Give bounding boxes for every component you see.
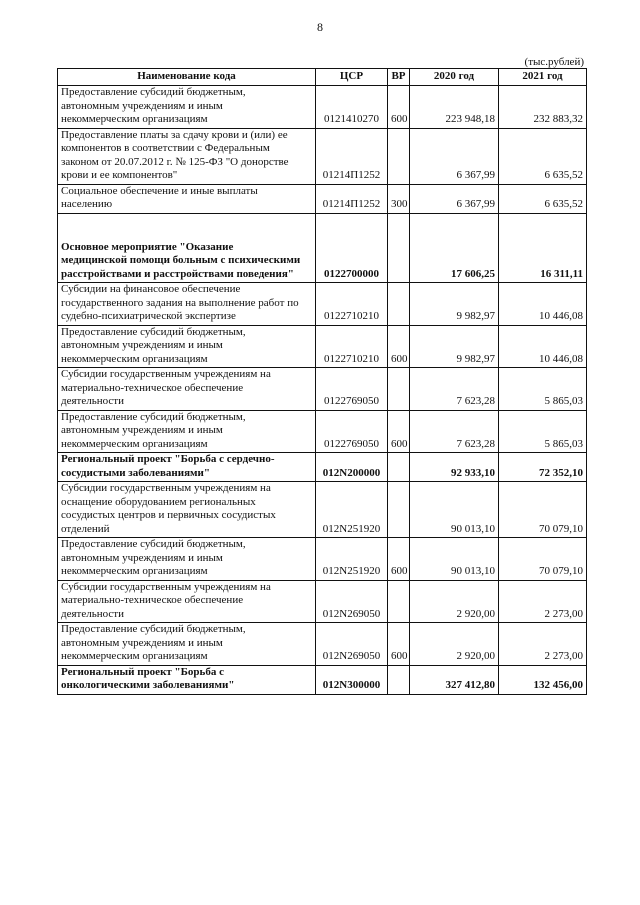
cell-vr [388, 482, 410, 538]
header-vr: ВР [388, 69, 410, 86]
table-row [58, 128, 587, 184]
table-body [58, 86, 587, 695]
table-row [58, 283, 587, 326]
table-header-row [58, 69, 587, 86]
cell-name: Региональный проект "Борьба с сердечно- сосудистыми заболеваниями" [58, 453, 316, 482]
cell-csr: 012N269050 [316, 623, 388, 666]
cell-vr [388, 368, 410, 411]
cell-2020: 2 920,00 [410, 623, 499, 666]
cell-2021: 10 446,08 [499, 283, 587, 326]
cell-vr: 300 [388, 184, 410, 213]
cell-2020: 7 623,28 [410, 368, 499, 411]
cell-2021: 10 446,08 [499, 325, 587, 368]
cell-2020: 9 982,97 [410, 325, 499, 368]
cell-2020: 7 623,28 [410, 410, 499, 453]
cell-2021: 2 273,00 [499, 580, 587, 623]
cell-csr: 0122700000 [316, 213, 388, 283]
cell-name: Предоставление субсидий бюджетным, автономным учреждениям и иным некоммерческим организациям [58, 410, 316, 453]
cell-vr: 600 [388, 410, 410, 453]
cell-name: Основное мероприятие "Оказание медицинской помощи больным с психическими расстройствами и расстройствами поведения" [58, 213, 316, 283]
cell-name: Предоставление субсидий бюджетным, автономным учреждениям и иным некоммерческим организациям [58, 325, 316, 368]
cell-vr [388, 283, 410, 326]
cell-name: Субсидии на финансовое обеспечение государственного задания на выполнение работ по судебно-психиатрической экспертизе [58, 283, 316, 326]
cell-csr: 012N251920 [316, 482, 388, 538]
table-row [58, 86, 587, 129]
cell-csr: 0122769050 [316, 368, 388, 411]
cell-2021: 16 311,11 [499, 213, 587, 283]
header-2021: 2021 год [499, 69, 587, 86]
cell-2021: 5 865,03 [499, 410, 587, 453]
table-row [58, 325, 587, 368]
cell-2020: 90 013,10 [410, 538, 499, 581]
cell-vr: 600 [388, 325, 410, 368]
header-csr: ЦСР [316, 69, 388, 86]
cell-csr: 0121410270 [316, 86, 388, 129]
table-row [58, 453, 587, 482]
cell-name: Субсидии государственным учреждениям на материально-техническое обеспечение деятельности [58, 580, 316, 623]
cell-vr [388, 580, 410, 623]
cell-2021: 70 079,10 [499, 538, 587, 581]
cell-2021: 232 883,32 [499, 86, 587, 129]
cell-2020: 6 367,99 [410, 184, 499, 213]
cell-2020: 327 412,80 [410, 665, 499, 694]
cell-csr: 01214П1252 [316, 128, 388, 184]
cell-vr [388, 665, 410, 694]
cell-csr: 01214П1252 [316, 184, 388, 213]
table-row [58, 184, 587, 213]
table-row [58, 580, 587, 623]
table-row [58, 482, 587, 538]
cell-vr [388, 213, 410, 283]
cell-2021: 5 865,03 [499, 368, 587, 411]
cell-vr: 600 [388, 538, 410, 581]
cell-name: Предоставление субсидий бюджетным, автономным учреждениям и иным некоммерческим организациям [58, 538, 316, 581]
table-row [58, 410, 587, 453]
cell-name: Предоставление субсидий бюджетным, автономным учреждениям и иным некоммерческим организациям [58, 623, 316, 666]
cell-vr: 600 [388, 86, 410, 129]
page-number: 8 [317, 20, 323, 34]
cell-csr: 0122710210 [316, 283, 388, 326]
cell-2021: 6 635,52 [499, 128, 587, 184]
table-row [58, 213, 587, 283]
cell-2021: 2 273,00 [499, 623, 587, 666]
cell-2021: 132 456,00 [499, 665, 587, 694]
cell-name: Субсидии государственным учреждениям на материально-техническое обеспечение деятельности [58, 368, 316, 411]
header-2020: 2020 год [410, 69, 499, 86]
cell-vr: 600 [388, 623, 410, 666]
cell-2020: 6 367,99 [410, 128, 499, 184]
table-row [58, 538, 587, 581]
cell-2021: 6 635,52 [499, 184, 587, 213]
cell-vr [388, 453, 410, 482]
cell-2021: 72 352,10 [499, 453, 587, 482]
header-name: Наименование кода [58, 69, 316, 86]
cell-name: Предоставление субсидий бюджетным, автономным учреждениям и иным некоммерческим организациям [58, 86, 316, 129]
cell-name: Социальное обеспечение и иные выплаты населению [58, 184, 316, 213]
cell-csr: 012N200000 [316, 453, 388, 482]
units-label: (тыс.рублей) [524, 56, 584, 68]
cell-name: Предоставление платы за сдачу крови и (или) ее компонентов в соответствии с Федеральным законом от 20.07.2012 г. № 125-ФЗ "О донорстве крови и ее компонентов" [58, 128, 316, 184]
cell-name: Субсидии государственным учреждениям на оснащение оборудованием региональных сосудистых центров и первичных сосудистых отделений [58, 482, 316, 538]
budget-table [57, 68, 587, 695]
cell-2020: 9 982,97 [410, 283, 499, 326]
cell-2020: 2 920,00 [410, 580, 499, 623]
cell-vr [388, 128, 410, 184]
cell-2020: 90 013,10 [410, 482, 499, 538]
cell-csr: 0122769050 [316, 410, 388, 453]
cell-name: Региональный проект "Борьба с онкологическими заболеваниями" [58, 665, 316, 694]
table-row [58, 368, 587, 411]
cell-2020: 92 933,10 [410, 453, 499, 482]
cell-csr: 012N300000 [316, 665, 388, 694]
table-row [58, 665, 587, 694]
cell-csr: 012N269050 [316, 580, 388, 623]
cell-2020: 223 948,18 [410, 86, 499, 129]
cell-csr: 0122710210 [316, 325, 388, 368]
cell-csr: 012N251920 [316, 538, 388, 581]
cell-2021: 70 079,10 [499, 482, 587, 538]
table-row [58, 623, 587, 666]
cell-2020: 17 606,25 [410, 213, 499, 283]
